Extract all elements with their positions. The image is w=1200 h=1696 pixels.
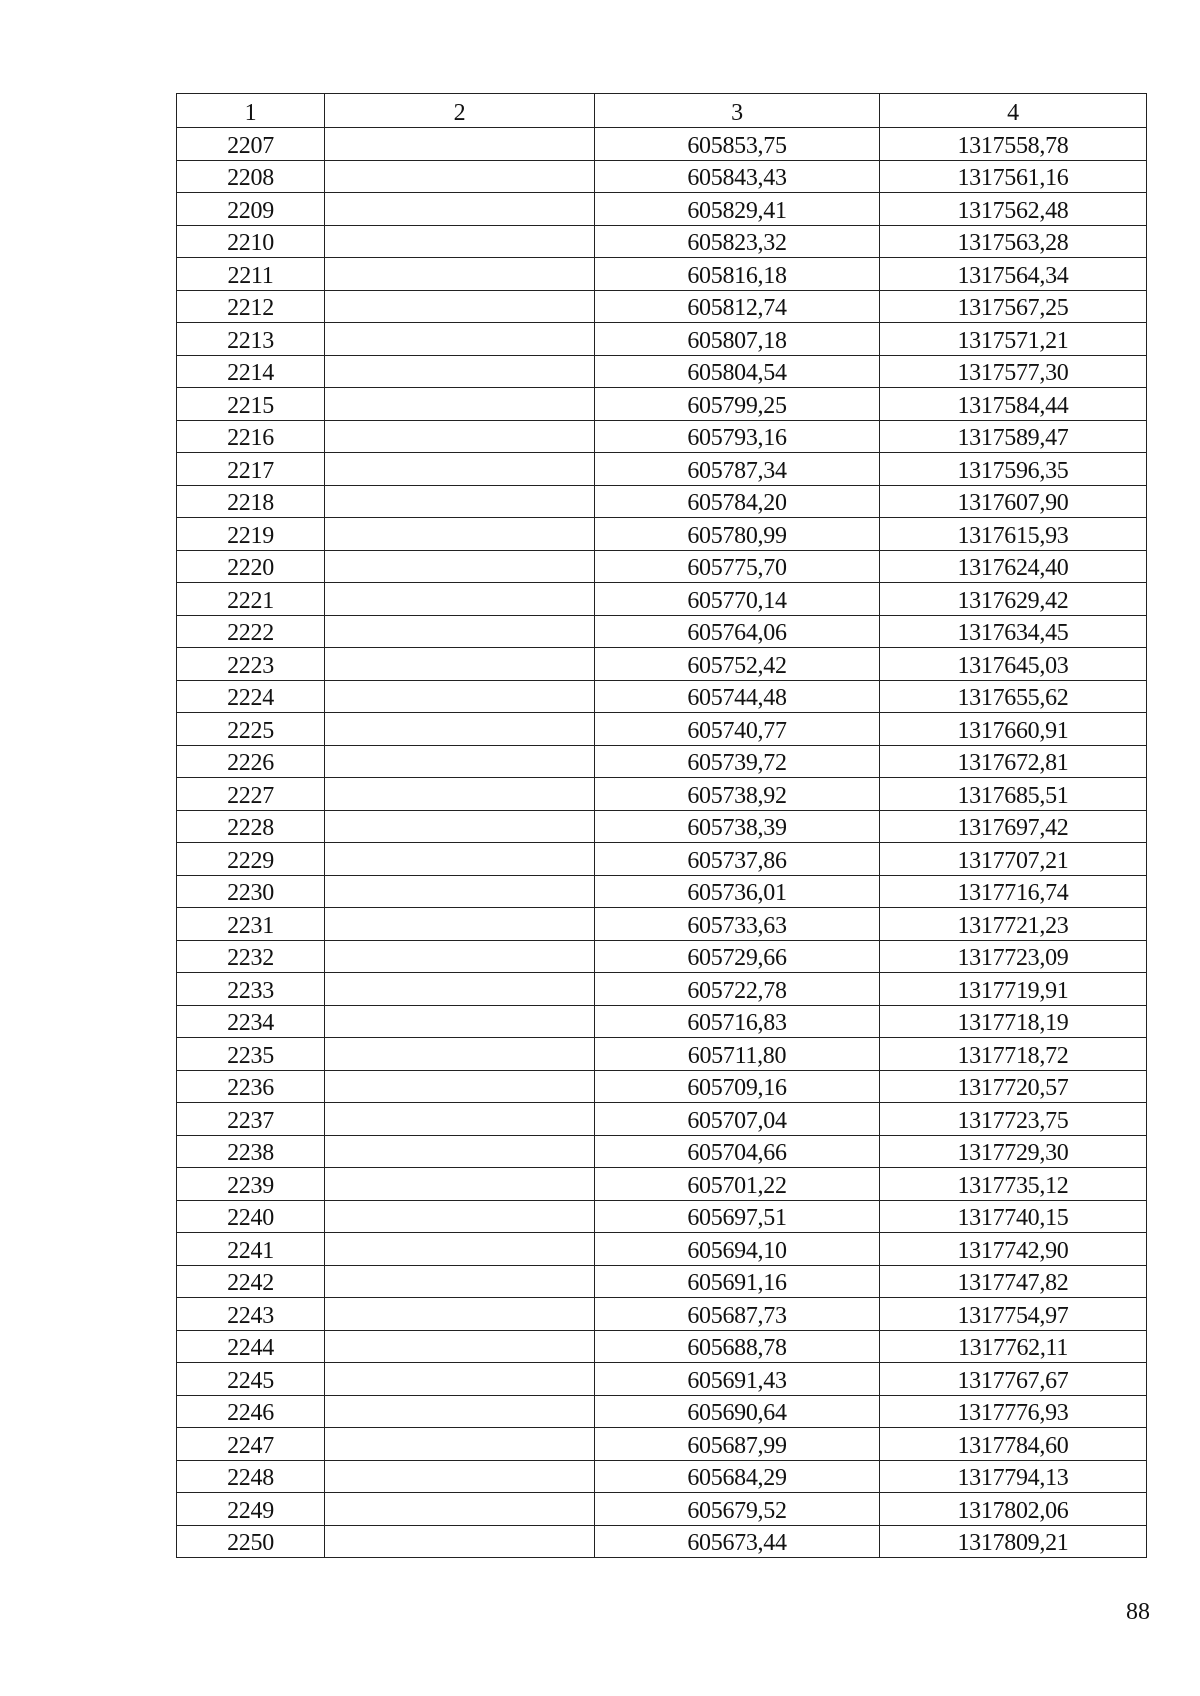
table-cell-col-1: 2233 <box>177 973 325 1006</box>
table-cell-col-4: 1317571,21 <box>880 323 1147 356</box>
table-cell-col-3: 605775,70 <box>595 550 880 583</box>
table-cell-col-4: 1317672,81 <box>880 745 1147 778</box>
table-cell-col-4: 1317718,72 <box>880 1038 1147 1071</box>
table-row <box>177 1428 1147 1461</box>
table-cell-col-3: 605707,04 <box>595 1103 880 1136</box>
table-cell-col-4: 1317558,78 <box>880 128 1147 161</box>
table-cell-col-4: 1317596,35 <box>880 453 1147 486</box>
table-cell-col-4: 1317584,44 <box>880 388 1147 421</box>
table-cell-col-2 <box>325 1200 595 1233</box>
table-cell-col-1: 2250 <box>177 1525 325 1558</box>
table-cell-col-3: 605679,52 <box>595 1493 880 1526</box>
table-cell-col-4: 1317660,91 <box>880 713 1147 746</box>
table-cell-col-2 <box>325 1265 595 1298</box>
table-cell-col-1: 2247 <box>177 1428 325 1461</box>
table-cell-col-4: 1317697,42 <box>880 810 1147 843</box>
table-cell-col-3: 605780,99 <box>595 518 880 551</box>
table-row <box>177 1135 1147 1168</box>
table-cell-col-1: 2235 <box>177 1038 325 1071</box>
table-row <box>177 1525 1147 1558</box>
table-cell-col-4: 1317634,45 <box>880 615 1147 648</box>
table-cell-col-1: 2224 <box>177 680 325 713</box>
table-cell-col-3: 605807,18 <box>595 323 880 356</box>
table-row <box>177 843 1147 876</box>
table-cell-col-1: 2231 <box>177 908 325 941</box>
table-cell-col-3: 605716,83 <box>595 1005 880 1038</box>
table-cell-col-1: 2215 <box>177 388 325 421</box>
table-cell-col-2 <box>325 1395 595 1428</box>
table-row <box>177 1005 1147 1038</box>
table-cell-col-4: 1317729,30 <box>880 1135 1147 1168</box>
table-cell-col-2 <box>325 128 595 161</box>
table-cell-col-3: 605673,44 <box>595 1525 880 1558</box>
table-row <box>177 1038 1147 1071</box>
table-cell-col-2 <box>325 1298 595 1331</box>
table-row <box>177 713 1147 746</box>
table-cell-col-3: 605687,73 <box>595 1298 880 1331</box>
table-cell-col-4: 1317720,57 <box>880 1070 1147 1103</box>
table-cell-col-4: 1317716,74 <box>880 875 1147 908</box>
table-cell-col-2 <box>325 843 595 876</box>
table-cell-col-1: 2221 <box>177 583 325 616</box>
table-cell-col-2 <box>325 1005 595 1038</box>
table-cell-col-4: 1317742,90 <box>880 1233 1147 1266</box>
table-cell-col-1: 2225 <box>177 713 325 746</box>
table-cell-col-4: 1317767,67 <box>880 1363 1147 1396</box>
table-cell-col-1: 2246 <box>177 1395 325 1428</box>
table-cell-col-3: 605737,86 <box>595 843 880 876</box>
table-cell-col-2 <box>325 908 595 941</box>
table-cell-col-2 <box>325 745 595 778</box>
column-header-1: 1 <box>177 94 325 128</box>
table-cell-col-1: 2219 <box>177 518 325 551</box>
table-cell-col-3: 605729,66 <box>595 940 880 973</box>
table-cell-col-4: 1317735,12 <box>880 1168 1147 1201</box>
table-cell-col-3: 605812,74 <box>595 290 880 323</box>
table-cell-col-3: 605793,16 <box>595 420 880 453</box>
table-cell-col-3: 605738,92 <box>595 778 880 811</box>
column-header-3: 3 <box>595 94 880 128</box>
table-cell-col-2 <box>325 713 595 746</box>
table-row <box>177 518 1147 551</box>
header-row <box>177 94 1147 128</box>
table-row <box>177 160 1147 193</box>
table-row <box>177 1168 1147 1201</box>
table-cell-col-3: 605829,41 <box>595 193 880 226</box>
table-cell-col-2 <box>325 615 595 648</box>
table-row <box>177 1298 1147 1331</box>
table-cell-col-1: 2239 <box>177 1168 325 1201</box>
table-cell-col-1: 2241 <box>177 1233 325 1266</box>
table-cell-col-3: 605694,10 <box>595 1233 880 1266</box>
table-row <box>177 648 1147 681</box>
table-row <box>177 1265 1147 1298</box>
table-cell-col-4: 1317776,93 <box>880 1395 1147 1428</box>
table-cell-col-1: 2207 <box>177 128 325 161</box>
column-header-2: 2 <box>325 94 595 128</box>
table-cell-col-4: 1317740,15 <box>880 1200 1147 1233</box>
table-row <box>177 973 1147 1006</box>
table-cell-col-3: 605687,99 <box>595 1428 880 1461</box>
table-cell-col-1: 2222 <box>177 615 325 648</box>
table-row <box>177 355 1147 388</box>
table-cell-col-3: 605722,78 <box>595 973 880 1006</box>
table-cell-col-1: 2234 <box>177 1005 325 1038</box>
table-cell-col-1: 2249 <box>177 1493 325 1526</box>
table-cell-col-4: 1317589,47 <box>880 420 1147 453</box>
table-row <box>177 290 1147 323</box>
table-cell-col-1: 2216 <box>177 420 325 453</box>
table-cell-col-4: 1317655,62 <box>880 680 1147 713</box>
table-cell-col-4: 1317577,30 <box>880 355 1147 388</box>
table-cell-col-2 <box>325 680 595 713</box>
table-cell-col-2 <box>325 550 595 583</box>
table-row <box>177 258 1147 291</box>
table-row <box>177 1395 1147 1428</box>
table-cell-col-2 <box>325 973 595 1006</box>
table-cell-col-3: 605701,22 <box>595 1168 880 1201</box>
table-cell-col-3: 605853,75 <box>595 128 880 161</box>
table-row <box>177 745 1147 778</box>
table-cell-col-4: 1317723,09 <box>880 940 1147 973</box>
table-cell-col-1: 2228 <box>177 810 325 843</box>
column-header-4: 4 <box>880 94 1147 128</box>
table-cell-col-1: 2227 <box>177 778 325 811</box>
table-cell-col-2 <box>325 1168 595 1201</box>
table-cell-col-1: 2210 <box>177 225 325 258</box>
table-cell-col-2 <box>325 1070 595 1103</box>
table-cell-col-1: 2237 <box>177 1103 325 1136</box>
table-cell-col-2 <box>325 518 595 551</box>
table-cell-col-1: 2232 <box>177 940 325 973</box>
table-cell-col-2 <box>325 1233 595 1266</box>
table-cell-col-2 <box>325 453 595 486</box>
table-cell-col-1: 2236 <box>177 1070 325 1103</box>
table-cell-col-3: 605697,51 <box>595 1200 880 1233</box>
table-cell-col-4: 1317802,06 <box>880 1493 1147 1526</box>
table-row <box>177 1363 1147 1396</box>
table-cell-col-2 <box>325 355 595 388</box>
table-cell-col-2 <box>325 648 595 681</box>
table-cell-col-2 <box>325 1525 595 1558</box>
table-cell-col-1: 2244 <box>177 1330 325 1363</box>
table-row <box>177 908 1147 941</box>
table-cell-col-1: 2220 <box>177 550 325 583</box>
table-row <box>177 1460 1147 1493</box>
table-row <box>177 1233 1147 1266</box>
table-cell-col-2 <box>325 1135 595 1168</box>
table-row <box>177 128 1147 161</box>
table-cell-col-3: 605733,63 <box>595 908 880 941</box>
table-cell-col-3: 605691,16 <box>595 1265 880 1298</box>
table-cell-col-4: 1317629,42 <box>880 583 1147 616</box>
table-cell-col-1: 2211 <box>177 258 325 291</box>
table-cell-col-1: 2245 <box>177 1363 325 1396</box>
table-cell-col-3: 605823,32 <box>595 225 880 258</box>
table-row <box>177 420 1147 453</box>
table-cell-col-1: 2226 <box>177 745 325 778</box>
table-cell-col-4: 1317747,82 <box>880 1265 1147 1298</box>
table-cell-col-3: 605740,77 <box>595 713 880 746</box>
table-cell-col-3: 605787,34 <box>595 453 880 486</box>
table-cell-col-2 <box>325 1363 595 1396</box>
table-cell-col-1: 2248 <box>177 1460 325 1493</box>
table-cell-col-1: 2223 <box>177 648 325 681</box>
table-row <box>177 388 1147 421</box>
table-cell-col-3: 605770,14 <box>595 583 880 616</box>
table-cell-col-4: 1317624,40 <box>880 550 1147 583</box>
table-cell-col-3: 605804,54 <box>595 355 880 388</box>
table-cell-col-2 <box>325 778 595 811</box>
table-cell-col-3: 605709,16 <box>595 1070 880 1103</box>
table-cell-col-4: 1317564,34 <box>880 258 1147 291</box>
table-cell-col-1: 2213 <box>177 323 325 356</box>
table-cell-col-3: 605691,43 <box>595 1363 880 1396</box>
table-cell-col-1: 2209 <box>177 193 325 226</box>
table-row <box>177 680 1147 713</box>
table-cell-col-1: 2242 <box>177 1265 325 1298</box>
table-cell-col-1: 2240 <box>177 1200 325 1233</box>
table-cell-col-2 <box>325 940 595 973</box>
table-row <box>177 1070 1147 1103</box>
table-cell-col-1: 2218 <box>177 485 325 518</box>
table-cell-col-3: 605711,80 <box>595 1038 880 1071</box>
table-cell-col-1: 2243 <box>177 1298 325 1331</box>
table-row <box>177 485 1147 518</box>
table-body <box>177 128 1147 1558</box>
table-row <box>177 778 1147 811</box>
table-cell-col-2 <box>325 1460 595 1493</box>
table-cell-col-4: 1317721,23 <box>880 908 1147 941</box>
table-cell-col-2 <box>325 225 595 258</box>
table-cell-col-3: 605764,06 <box>595 615 880 648</box>
table-cell-col-4: 1317754,97 <box>880 1298 1147 1331</box>
table-cell-col-2 <box>325 258 595 291</box>
table-cell-col-1: 2229 <box>177 843 325 876</box>
table-cell-col-3: 605752,42 <box>595 648 880 681</box>
table-cell-col-4: 1317561,16 <box>880 160 1147 193</box>
table-row <box>177 615 1147 648</box>
table-cell-col-4: 1317723,75 <box>880 1103 1147 1136</box>
table-cell-col-4: 1317607,90 <box>880 485 1147 518</box>
table-cell-col-1: 2238 <box>177 1135 325 1168</box>
table-cell-col-3: 605744,48 <box>595 680 880 713</box>
table-cell-col-2 <box>325 875 595 908</box>
table-cell-col-4: 1317563,28 <box>880 225 1147 258</box>
table-cell-col-2 <box>325 810 595 843</box>
coordinates-table <box>176 93 1147 1558</box>
table-cell-col-2 <box>325 1103 595 1136</box>
table-cell-col-3: 605690,64 <box>595 1395 880 1428</box>
table-cell-col-4: 1317707,21 <box>880 843 1147 876</box>
table-cell-col-2 <box>325 583 595 616</box>
table-row <box>177 875 1147 908</box>
table-cell-col-2 <box>325 388 595 421</box>
table-row <box>177 810 1147 843</box>
table-cell-col-1: 2208 <box>177 160 325 193</box>
table-cell-col-2 <box>325 323 595 356</box>
table-cell-col-3: 605684,29 <box>595 1460 880 1493</box>
table-cell-col-4: 1317615,93 <box>880 518 1147 551</box>
table-cell-col-3: 605736,01 <box>595 875 880 908</box>
table-cell-col-1: 2230 <box>177 875 325 908</box>
table-cell-col-4: 1317794,13 <box>880 1460 1147 1493</box>
table-cell-col-3: 605843,43 <box>595 160 880 193</box>
table-row <box>177 225 1147 258</box>
table-row <box>177 583 1147 616</box>
table-row <box>177 323 1147 356</box>
table-row <box>177 1200 1147 1233</box>
table-cell-col-4: 1317762,11 <box>880 1330 1147 1363</box>
table-row <box>177 1103 1147 1136</box>
table-header <box>177 94 1147 128</box>
table-row <box>177 1493 1147 1526</box>
table-cell-col-2 <box>325 420 595 453</box>
table-cell-col-2 <box>325 1493 595 1526</box>
table-cell-col-3: 605688,78 <box>595 1330 880 1363</box>
table-row <box>177 940 1147 973</box>
table-cell-col-3: 605816,18 <box>595 258 880 291</box>
table-cell-col-2 <box>325 160 595 193</box>
table-row <box>177 193 1147 226</box>
table-cell-col-4: 1317567,25 <box>880 290 1147 323</box>
table-cell-col-4: 1317718,19 <box>880 1005 1147 1038</box>
table-cell-col-1: 2212 <box>177 290 325 323</box>
table-cell-col-3: 605704,66 <box>595 1135 880 1168</box>
table-cell-col-2 <box>325 193 595 226</box>
table-row <box>177 1330 1147 1363</box>
table-cell-col-3: 605784,20 <box>595 485 880 518</box>
table-row <box>177 550 1147 583</box>
table-cell-col-2 <box>325 1428 595 1461</box>
table-cell-col-4: 1317685,51 <box>880 778 1147 811</box>
table-cell-col-1: 2214 <box>177 355 325 388</box>
table-cell-col-2 <box>325 1038 595 1071</box>
table-cell-col-4: 1317719,91 <box>880 973 1147 1006</box>
table-cell-col-2 <box>325 1330 595 1363</box>
table-cell-col-4: 1317809,21 <box>880 1525 1147 1558</box>
table-cell-col-3: 605739,72 <box>595 745 880 778</box>
table-cell-col-1: 2217 <box>177 453 325 486</box>
table-cell-col-2 <box>325 290 595 323</box>
table-cell-col-2 <box>325 485 595 518</box>
table-cell-col-3: 605799,25 <box>595 388 880 421</box>
table-cell-col-4: 1317562,48 <box>880 193 1147 226</box>
table-cell-col-3: 605738,39 <box>595 810 880 843</box>
table-row <box>177 453 1147 486</box>
table-cell-col-4: 1317784,60 <box>880 1428 1147 1461</box>
table-cell-col-4: 1317645,03 <box>880 648 1147 681</box>
page-number: 88 <box>1126 1599 1150 1625</box>
